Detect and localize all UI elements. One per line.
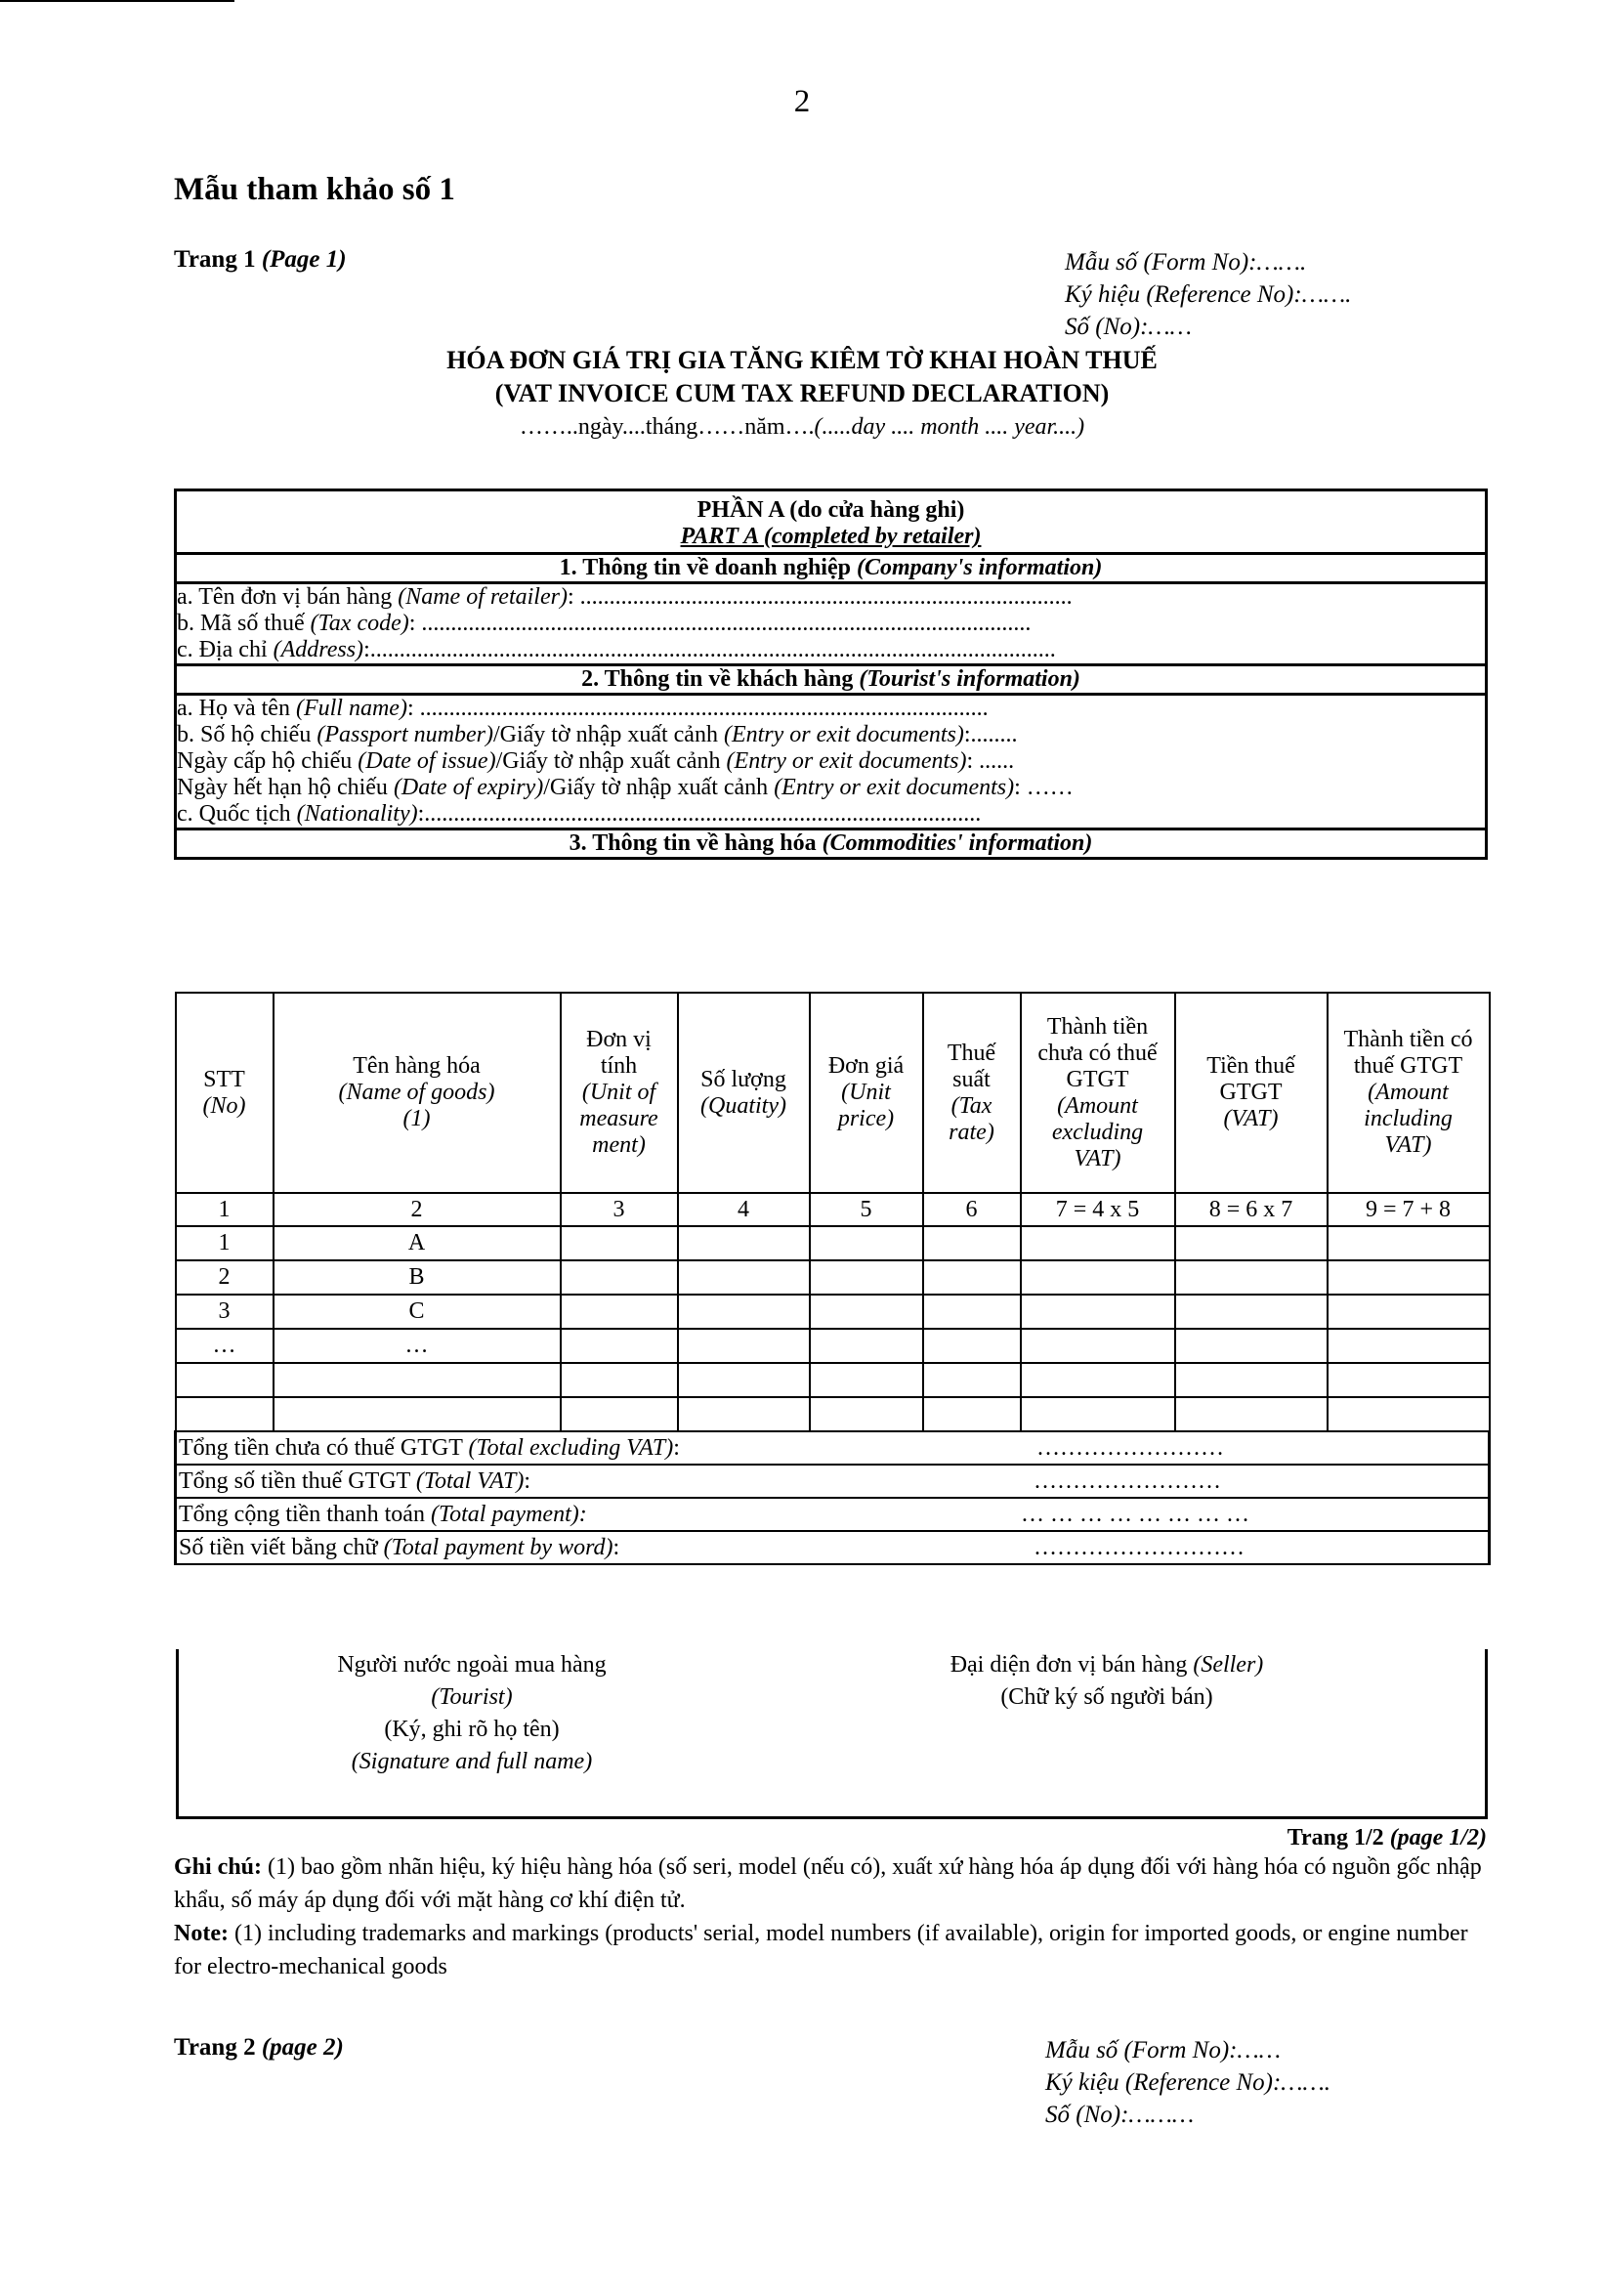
- header-vn: Số lượng: [700, 1066, 786, 1092]
- page2-form-meta: [1045, 2034, 1330, 2131]
- buyer-title-en: (Tourist): [431, 1684, 513, 1710]
- total-colon: :: [673, 1434, 680, 1461]
- col-number: 8 = 6 x 7: [1175, 1193, 1328, 1226]
- page1-form-meta: [1065, 246, 1351, 343]
- section3-heading: [177, 828, 1485, 857]
- cell-unit[interactable]: [561, 1295, 678, 1329]
- page-number: 2: [793, 84, 811, 119]
- cell-incl[interactable]: [1328, 1363, 1490, 1397]
- buyer-title: Người nước ngoài mua hàng: [337, 1652, 607, 1678]
- field-blank: : ......: [966, 748, 1015, 774]
- date-of-issue-field[interactable]: [177, 748, 1485, 775]
- cell-unit[interactable]: [561, 1397, 678, 1431]
- signature-box: [176, 1649, 1488, 1819]
- note-vn-text: (1) bao gồm nhãn hiệu, ký hiệu hàng hóa (số seri, model (nếu có), xuất xứ hàng hóa áp dụng đối với hàng hóa có nguồn gốc nhập khẩu, số máy áp dụng đối với mặt hàng cơ khí điện tử.: [174, 1854, 1482, 1913]
- note-vn: [174, 1850, 1488, 1917]
- invoice-title-en: (VAT INVOICE CUM TAX REFUND DECLARATION): [494, 379, 1110, 407]
- field-label-mid-en: (Entry or exit documents): [726, 748, 967, 774]
- header-en: (Tax rate): [949, 1092, 994, 1145]
- cell-vat[interactable]: [1175, 1226, 1328, 1260]
- note-en-text: (1) including trademarks and markings (products' serial, model numbers (if available), origin for imported goods, or engine number for electro-mechanical goods: [174, 1921, 1468, 1979]
- total-blank: ……………………: [1034, 1467, 1221, 1494]
- cell-unit[interactable]: [561, 1226, 678, 1260]
- page2-label-vn: Trang 2: [174, 2034, 256, 2061]
- full-name-field[interactable]: [177, 696, 1485, 722]
- total-label-en: (Total excluding VAT): [468, 1434, 674, 1461]
- nationality-field[interactable]: [177, 801, 1485, 828]
- cell-qty[interactable]: [678, 1397, 810, 1431]
- cell-no: 1: [176, 1226, 274, 1260]
- total-label-en: (Total payment):: [430, 1501, 587, 1527]
- header-vn: STT: [203, 1066, 245, 1092]
- table-row: [176, 1295, 1490, 1329]
- header-name-of-goods: [274, 993, 561, 1193]
- field-label-en: (Full name): [295, 696, 407, 721]
- reference-title: Mẫu tham khảo số 1: [174, 172, 455, 207]
- total-payment[interactable]: [176, 1498, 1490, 1531]
- buyer-instruction-en: (Signature and full name): [351, 1749, 593, 1774]
- field-label-en: (Passport number): [317, 722, 493, 747]
- col-number: 4: [678, 1193, 810, 1226]
- field-label-mid: /Giấy tờ nhập xuất cảnh: [492, 722, 724, 747]
- reference-no-field-page2: Ký kiệu (Reference No):…….: [1045, 2069, 1331, 2096]
- field-blank: : ........................................................................................................: [408, 611, 1032, 636]
- header-unit-price: [810, 993, 923, 1193]
- header-en: (No): [202, 1092, 246, 1119]
- serial-no-field-page2: Số (No):………: [1045, 2102, 1195, 2128]
- cell-price[interactable]: [810, 1397, 923, 1431]
- field-label: a. Tên đơn vị bán hàng: [177, 584, 399, 610]
- header-footnote-ref: (1): [402, 1106, 431, 1131]
- cell-excl[interactable]: [1021, 1397, 1175, 1431]
- table-row: [176, 1363, 1490, 1397]
- cell-excl[interactable]: [1021, 1260, 1175, 1295]
- buyer-signature-block[interactable]: [179, 1649, 765, 1778]
- header-tax-rate: [923, 993, 1021, 1193]
- cell-price[interactable]: [810, 1363, 923, 1397]
- goods-header-row: [176, 993, 1490, 1193]
- cell-excl[interactable]: [1021, 1363, 1175, 1397]
- header-en: (Quatity): [700, 1092, 786, 1119]
- total-label-vn: Tổng số tiền thuế GTGT: [179, 1467, 416, 1494]
- cell-rate[interactable]: [923, 1363, 1021, 1397]
- field-label: Ngày cấp hộ chiếu: [177, 748, 359, 774]
- header-vn: Thành tiền có thuế GTGT: [1343, 1027, 1473, 1079]
- col-number: 6: [923, 1193, 1021, 1226]
- col-number: 5: [810, 1193, 923, 1226]
- form-no-field-page2: Mẫu số (Form No):……: [1045, 2037, 1281, 2063]
- header-en: (VAT): [1223, 1106, 1279, 1131]
- page1-label-vn: Trang 1: [174, 246, 256, 273]
- cell-qty[interactable]: [678, 1295, 810, 1329]
- field-label-en: (Date of issue): [358, 748, 496, 774]
- cell-unit[interactable]: [561, 1363, 678, 1397]
- total-label: [179, 1468, 530, 1494]
- field-blank: : ……: [1014, 775, 1074, 800]
- total-colon: :: [524, 1467, 530, 1494]
- header-en: (Unit price): [837, 1080, 895, 1131]
- field-label: b. Mã số thuế: [177, 611, 311, 636]
- field-blank: :.....................................................................................................................: [363, 637, 1056, 662]
- section2-heading: [177, 663, 1485, 693]
- top-rule: [0, 0, 234, 2]
- table-row: [176, 1329, 1490, 1363]
- section2-fields: [177, 693, 1485, 828]
- header-en: (Unit of measure ment): [579, 1080, 658, 1158]
- header-no: [176, 993, 274, 1193]
- cell-rate[interactable]: [923, 1329, 1021, 1363]
- cell-name[interactable]: …: [274, 1329, 561, 1363]
- cell-excl[interactable]: [1021, 1226, 1175, 1260]
- total-label-vn: Tổng cộng tiền thanh toán: [179, 1501, 431, 1527]
- cell-rate[interactable]: [923, 1260, 1021, 1295]
- invoice-title: [0, 344, 1604, 410]
- total-label-vn: Số tiền viết bằng chữ: [179, 1534, 384, 1560]
- total-label: [179, 1535, 619, 1560]
- cell-excl[interactable]: [1021, 1329, 1175, 1363]
- section1-title-en: (Company's information): [856, 555, 1103, 580]
- total-excl-vat[interactable]: [176, 1431, 1490, 1465]
- passport-number-field[interactable]: [177, 722, 1485, 748]
- cell-qty[interactable]: [678, 1363, 810, 1397]
- field-label: c. Địa chỉ: [177, 637, 274, 662]
- cell-incl[interactable]: [1328, 1295, 1490, 1329]
- cell-name[interactable]: A: [274, 1226, 561, 1260]
- total-excl-vat-row: [176, 1431, 1490, 1465]
- page-footer-vn: Trang 1/2: [1287, 1825, 1390, 1850]
- field-label: a. Họ và tên: [177, 696, 296, 721]
- page2-label-en: (page 2): [261, 2034, 344, 2061]
- page2-label: [174, 2034, 344, 2062]
- total-in-words[interactable]: [176, 1531, 1490, 1564]
- field-label-en: (Nationality): [296, 801, 418, 827]
- total-colon: :: [612, 1534, 620, 1560]
- buyer-instruction: (Ký, ghi rõ họ tên): [384, 1717, 560, 1742]
- date-line: [0, 414, 1604, 441]
- cell-qty[interactable]: [678, 1260, 810, 1295]
- cell-vat[interactable]: [1175, 1295, 1328, 1329]
- total-blank: … … … … … … … …: [1021, 1501, 1249, 1527]
- cell-no: [176, 1363, 274, 1397]
- cell-qty[interactable]: [678, 1226, 810, 1260]
- section1-title-vn: 1. Thông tin về doanh nghiệp: [559, 555, 857, 580]
- cell-incl[interactable]: [1328, 1260, 1490, 1295]
- cell-unit[interactable]: [561, 1260, 678, 1295]
- total-in-words-row: [176, 1531, 1490, 1564]
- cell-no: 2: [176, 1260, 274, 1295]
- note-en-label: Note:: [174, 1921, 229, 1946]
- cell-qty[interactable]: [678, 1329, 810, 1363]
- cell-vat[interactable]: [1175, 1329, 1328, 1363]
- address-field[interactable]: [177, 637, 1485, 663]
- page-footer-en: (page 1/2): [1389, 1825, 1487, 1850]
- col-number: 1: [176, 1193, 274, 1226]
- date-line-en: (.....day .... month .... year....): [814, 414, 1085, 440]
- goods-table: [174, 992, 1491, 1565]
- field-blank: :...............................................................................................: [417, 801, 982, 827]
- seller-instruction: (Chữ ký số người bán): [1000, 1684, 1213, 1710]
- cell-name[interactable]: B: [274, 1260, 561, 1295]
- cell-no: …: [176, 1329, 274, 1363]
- table-row: [176, 1397, 1490, 1431]
- header-vn: Đơn giá: [827, 1053, 905, 1079]
- field-label-en: (Address): [273, 637, 364, 662]
- tax-code-field[interactable]: [177, 611, 1485, 637]
- header-vn: Tiền thuế GTGT: [1206, 1053, 1295, 1105]
- section3-title-en: (Commodities' information): [822, 830, 1093, 856]
- total-label-en: (Total VAT): [415, 1467, 525, 1494]
- cell-rate[interactable]: [923, 1397, 1021, 1431]
- cell-rate[interactable]: [923, 1295, 1021, 1329]
- page1-label: [174, 246, 347, 274]
- field-label-en: (Tax code): [310, 611, 409, 636]
- seller-title: Đại diện đơn vị bán hàng: [950, 1652, 1194, 1678]
- cell-incl[interactable]: [1328, 1226, 1490, 1260]
- total-payment-row: [176, 1498, 1490, 1531]
- header-vn: Đơn vị tính: [586, 1027, 652, 1079]
- field-label-mid-en: (Entry or exit documents): [774, 775, 1015, 800]
- note-en: [174, 1917, 1488, 1983]
- form-no-field: Mẫu số (Form No):…….: [1065, 249, 1307, 276]
- reference-no-field: Ký hiệu (Reference No):…….: [1065, 281, 1352, 308]
- header-en: (Name of goods): [338, 1080, 495, 1105]
- header-amount-incl-vat: [1328, 993, 1490, 1193]
- header-vn: Tên hàng hóa: [353, 1053, 481, 1079]
- cell-vat[interactable]: [1175, 1397, 1328, 1431]
- part-a-heading-vn: PHẦN A (do cửa hàng ghi): [696, 497, 965, 523]
- header-en: (Amount excluding VAT): [1051, 1092, 1144, 1171]
- cell-vat[interactable]: [1175, 1363, 1328, 1397]
- cell-incl[interactable]: [1328, 1329, 1490, 1363]
- header-vn: Thành tiền chưa có thuế GTGT: [1037, 1013, 1158, 1092]
- field-label-en: (Date of expiry): [393, 775, 544, 800]
- table-row: [176, 1226, 1490, 1260]
- cell-price[interactable]: [810, 1329, 923, 1363]
- total-label: [179, 1502, 587, 1527]
- header-unit: [561, 993, 678, 1193]
- col-number: 7 = 4 x 5: [1021, 1193, 1175, 1226]
- section1-heading: [177, 552, 1485, 581]
- field-blank: : ....................................................................................: [567, 584, 1073, 610]
- section2-title-en: (Tourist's information): [859, 666, 1080, 692]
- table-row: [176, 1260, 1490, 1295]
- field-label: b. Số hộ chiếu: [177, 722, 317, 747]
- total-label-vn: Tổng tiền chưa có thuế GTGT: [179, 1434, 469, 1461]
- cell-vat[interactable]: [1175, 1260, 1328, 1295]
- cell-price[interactable]: [810, 1260, 923, 1295]
- column-number-row: [176, 1193, 1490, 1226]
- total-blank: ……………………: [1036, 1434, 1224, 1461]
- seller-title-en: (Seller): [1193, 1652, 1264, 1678]
- cell-incl[interactable]: [1328, 1397, 1490, 1431]
- part-a-heading-en: PART A (completed by retailer): [680, 524, 982, 549]
- field-label-mid: /Giấy tờ nhập xuất cảnh: [543, 775, 775, 800]
- part-a-box: [174, 489, 1488, 860]
- cell-price[interactable]: [810, 1226, 923, 1260]
- seller-signature-block[interactable]: [853, 1649, 1361, 1714]
- retailer-name-field[interactable]: [177, 584, 1485, 611]
- header-en: (Amount including VAT): [1364, 1080, 1453, 1158]
- total-label-en: (Total payment by word): [383, 1534, 613, 1560]
- field-blank: :........: [963, 722, 1018, 747]
- cell-no: [176, 1397, 274, 1431]
- total-blank: ………………………: [1034, 1534, 1245, 1560]
- cell-name[interactable]: C: [274, 1295, 561, 1329]
- cell-no: 3: [176, 1295, 274, 1329]
- section1-fields: [177, 581, 1485, 663]
- date-line-vn: ……..ngày....tháng……năm….: [519, 414, 815, 440]
- page-footer: [1287, 1825, 1487, 1851]
- cell-name[interactable]: [274, 1363, 561, 1397]
- field-label-mid: /Giấy tờ nhập xuất cảnh: [495, 748, 727, 774]
- part-a-heading: [177, 491, 1485, 552]
- total-vat[interactable]: [176, 1465, 1490, 1498]
- serial-no-field: Số (No):……: [1065, 314, 1192, 340]
- field-label-mid-en: (Entry or exit documents): [723, 722, 964, 747]
- col-number: 9 = 7 + 8: [1328, 1193, 1490, 1226]
- total-vat-row: [176, 1465, 1490, 1498]
- col-number: 2: [274, 1193, 561, 1226]
- page1-label-en: (Page 1): [261, 246, 347, 273]
- header-vn: Thuế suất: [947, 1040, 996, 1092]
- note-vn-label: Ghi chú:: [174, 1854, 263, 1880]
- date-of-expiry-field[interactable]: [177, 775, 1485, 801]
- header-amount-excl-vat: [1021, 993, 1175, 1193]
- field-label-en: (Name of retailer): [398, 584, 568, 610]
- cell-excl[interactable]: [1021, 1295, 1175, 1329]
- cell-rate[interactable]: [923, 1226, 1021, 1260]
- invoice-title-vn: HÓA ĐƠN GIÁ TRỊ GIA TĂNG KIÊM TỜ KHAI HOÀN THUẾ: [446, 346, 1158, 374]
- field-label: Ngày hết hạn hộ chiếu: [177, 775, 394, 800]
- section3-title-vn: 3. Thông tin về hàng hóa: [569, 830, 823, 856]
- cell-unit[interactable]: [561, 1329, 678, 1363]
- notes: [174, 1850, 1488, 1983]
- section2-title-vn: 2. Thông tin về khách hàng: [581, 666, 860, 692]
- header-vat: [1175, 993, 1328, 1193]
- cell-price[interactable]: [810, 1295, 923, 1329]
- col-number: 3: [561, 1193, 678, 1226]
- cell-name[interactable]: [274, 1397, 561, 1431]
- field-blank: : .................................................................................................: [406, 696, 989, 721]
- header-quantity: [678, 993, 810, 1193]
- total-label: [179, 1435, 680, 1461]
- field-label: c. Quốc tịch: [177, 801, 297, 827]
